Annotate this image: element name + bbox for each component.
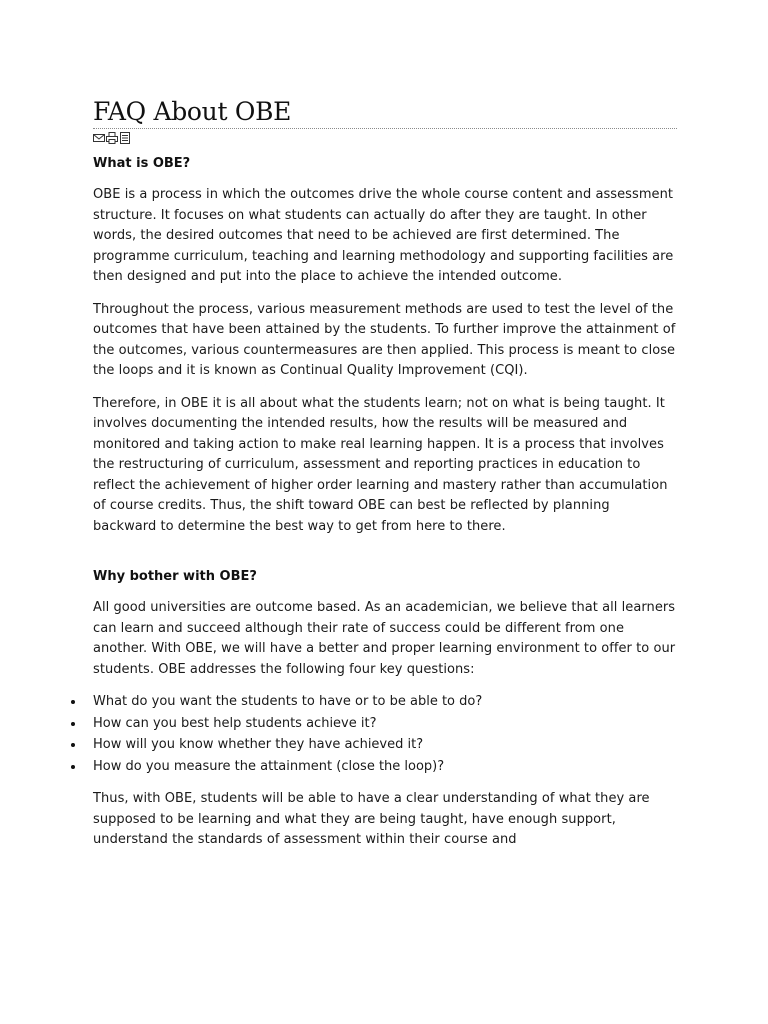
article-tools xyxy=(93,132,677,144)
bullet-icon xyxy=(71,700,75,704)
bullet-icon xyxy=(71,722,75,726)
bullet-icon xyxy=(71,765,75,769)
paragraph: OBE is a process in which the outcomes drive the whole course content and assessment structure. It focuses on what students can actually do after they are taught. In other words, the desired outcomes that need to be achieved are first determined. The programme curriculum, teaching and learning methodology and supporting facilities are then designed and put into the place to achieve the intended outcome. xyxy=(93,187,674,284)
title-divider xyxy=(93,128,677,129)
list-item-text: How can you best help students achieve it? xyxy=(93,715,377,731)
article xyxy=(93,96,677,851)
list-item-text: How will you know whether they have achieved it? xyxy=(93,737,424,752)
list-item-text: How do you measure the attainment (close the loop)? xyxy=(93,758,445,774)
paragraph: Thus, with OBE, students will be able to have a clear understanding of what they are supposed to be learning and what they are being taught, have enough support, understand the standards of assessment within their course and xyxy=(93,791,650,847)
list-item xyxy=(93,756,677,778)
document-icon[interactable] xyxy=(119,132,131,144)
heading-what-is-obe: What is OBE? xyxy=(93,156,191,171)
paragraph: All good universities are outcome based. As an academician, we believe that all learners can learn and succeed although their rate of success could be different from one another. With OBE, we will have a better and proper learning environment to offer to our students. OBE addresses the following four key questions: xyxy=(93,600,676,677)
list-item xyxy=(93,734,677,756)
paragraph: Therefore, in OBE it is all about what the students learn; not on what is being taught. It involves documenting the intended results, how the results will be measured and monitored and taking action to make real learning happen. It is a process that involves the restructuring of curriculum, assessment and reporting practices in education to reflect the achievement of higher order learning and mastery rather than accumulation of course credits. Thus, the shift toward OBE can best be reflected by planning backward to determine the best way to get from here to there. xyxy=(93,395,668,534)
page-title: FAQ About OBE xyxy=(93,97,292,126)
envelope-icon[interactable] xyxy=(93,132,105,144)
list-item xyxy=(93,691,677,713)
heading-why-bother: Why bother with OBE? xyxy=(93,569,257,584)
list-item xyxy=(93,713,677,735)
print-icon[interactable] xyxy=(106,132,118,144)
list-item-text: What do you want the students to have or to be able to do? xyxy=(93,694,483,709)
bullet-icon xyxy=(71,743,75,747)
question-list xyxy=(93,691,677,777)
paragraph: Throughout the process, various measurement methods are used to test the level of the outcomes that have been attained by the students. To further improve the attainment of the outcomes, various countermeasures are then applied. This process is meant to close the loops and it is known as Continual Quality Improvement (CQI). xyxy=(93,301,676,378)
